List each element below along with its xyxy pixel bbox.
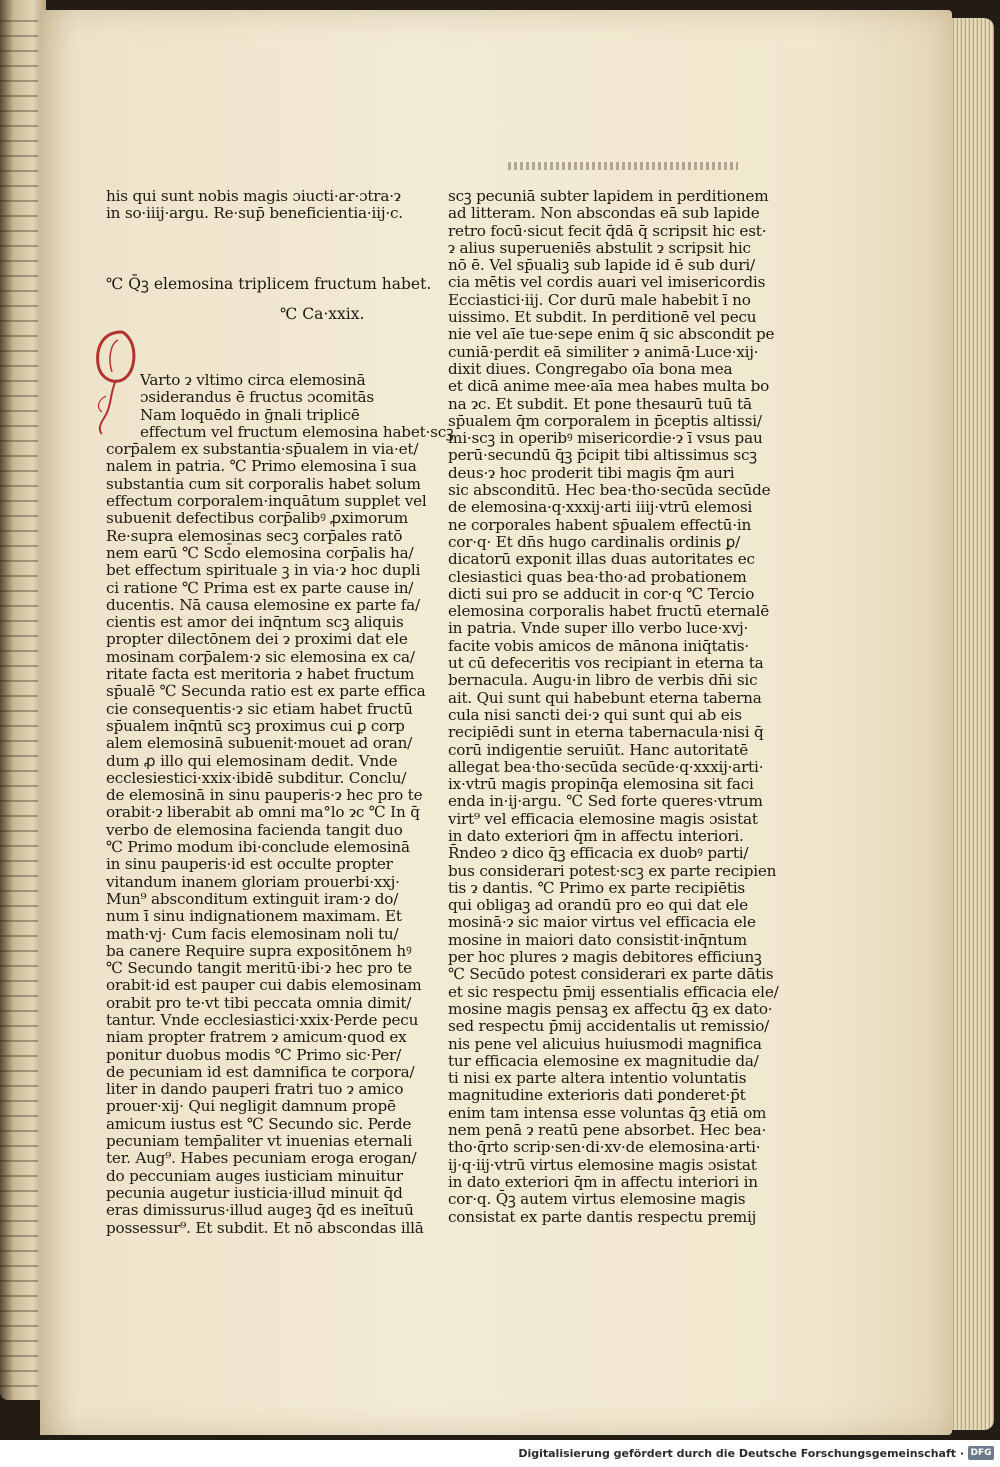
text-line: his qui sunt nobis magis ɔiucti·ar·ɔtra·ɂ — [106, 187, 401, 205]
text-line: niam propter fratrem ɂ amicum·quod ex — [106, 1028, 407, 1047]
text-line: tur efficacia elemosine ex magnitudie da/ — [448, 1051, 759, 1070]
text-line: nie vel aīe tue·sepe enim q̄ sic abscondit pe — [448, 325, 775, 344]
text-line: enda in·ij·argu. ℃ Sed forte queres·vtrum — [448, 792, 763, 811]
text-line: Re·supra elemosinas secꝫ corp̄ales ratō — [106, 526, 403, 545]
text-line: possessur⁹. Et subdit. Et nō abscondas illā — [106, 1218, 424, 1237]
left-column-body — [106, 371, 454, 1237]
text-line: cientis est amor dei inq̄ntum scꝫ aliquis — [106, 613, 404, 632]
text-line: de elemosina·q·xxxij·arti iiij·vtrū elemosi — [448, 498, 753, 517]
text-line: ℃ Secundo tangit meritū·ibi·ɂ hec pro te — [106, 959, 412, 978]
text-line: bernacula. Augu·in libro de verbis dn̄i sic — [448, 671, 758, 690]
text-line: cie consequentis·ɂ sic etiam habet fructū — [106, 699, 413, 718]
text-line: in sinu pauperis·id est occulte propter — [106, 855, 393, 874]
text-line: cia mētis vel cordis auari vel imisericordis — [448, 273, 766, 292]
faded-header-marks — [508, 162, 738, 170]
text-line: ℃ Secūdo potest considerari ex parte dātis — [448, 965, 774, 984]
text-line: ait. Qui sunt qui habebunt eterna taberna — [448, 688, 762, 707]
text-line: ter. Aug⁹. Habes pecuniam eroga erogan/ — [106, 1149, 417, 1168]
text-line: num ī sinu indignationem maximam. Et — [106, 907, 402, 926]
footer-bar — [0, 1440, 1000, 1467]
text-line: ti nisi ex parte altera intentio voluntatis — [448, 1069, 747, 1088]
text-line: alem elemosinā subuenit·mouet ad oran/ — [106, 734, 413, 753]
text-line: consistat ex parte dantis respectu premij — [448, 1207, 757, 1226]
text-line: retro focū·sicut fecit q̄dā q̄ scripsit hic est· — [448, 221, 767, 240]
text-line: ritate facta est meritoria ɂ habet fructum — [106, 665, 415, 684]
text-line: in dato exteriori q̄m in affectu interiori in — [448, 1172, 758, 1191]
text-line: amicum iustus est ℃ Secundo sic. Perde — [106, 1114, 412, 1133]
text-line: ponitur duobus modis ℃ Primo sic·Per/ — [106, 1045, 402, 1064]
text-line: na ɂc. Et subdit. Et pone thesaurū tuū tā — [448, 394, 752, 413]
text-line: cor·q· Et dn̄s hugo cardinalis ordinis ꝑ/ — [448, 532, 741, 551]
text-line: recipiēdi sunt in eterna tabernacula·nisi q̄ — [448, 723, 764, 742]
text-line: ɂ alius superueniēs abstulit ɂ scripsit hic — [448, 238, 751, 257]
text-line: tho·q̄rto scrip·sen·di·xv·de elemosina·arti· — [448, 1138, 761, 1157]
text-line: mosine magis pensaꝫ ex affectu q̄ꝫ ex dato· — [448, 999, 773, 1018]
text-line: math·vj· Cum facis elemosinam noli tu/ — [106, 924, 399, 943]
text-line: sp̄ualem q̄m corporalem in p̄ceptis altissi/ — [448, 411, 762, 430]
dfg-logo: DFG — [968, 1446, 994, 1460]
text-line: elemosina corporalis habet fructū eternalē — [448, 602, 770, 621]
text-line: substantia cum sit corporalis habet solum — [106, 474, 421, 493]
text-line: et sic respectu p̄mij essentialis efficacia ele/ — [448, 982, 779, 1001]
text-line: mosinam corp̄alem·ɂ sic elemosina ex ca/ — [106, 647, 415, 666]
text-line: uissimo. Et subdit. In perditionē vel pecu — [448, 308, 757, 327]
text-line: bet effectum spirituale ꝫ in via·ɂ hoc dupli — [106, 561, 421, 580]
text-line: nis pene vel alicuius huiusmodi magnifica — [448, 1034, 762, 1053]
text-line: do peccuniam auges iusticiam minuitur — [106, 1166, 403, 1185]
text-line: nem penā ɂ reatū pene absorbet. Hec bea· — [448, 1121, 767, 1140]
text-line: sp̄ualē ℃ Secunda ratio est ex parte effica — [106, 682, 426, 701]
page-stack-edges — [952, 18, 994, 1430]
text-line: ci ratione ℃ Prima est ex parte cause in/ — [106, 578, 414, 597]
text-line: de pecuniam id est damnifica te corpora/ — [106, 1062, 415, 1081]
text-line: ecclesiestici·xxix·ibidē subditur. Conclu/ — [106, 768, 407, 787]
text-line: prouer·xij· Qui negligit damnum propē — [106, 1097, 396, 1116]
text-line: ɔsiderandus ē fructus ɔcomitās — [140, 388, 374, 407]
text-line: Varto ɂ vltimo circa elemosinā — [140, 371, 366, 389]
text-line: effectum corporalem·inquātum supplet vel — [106, 492, 427, 511]
text-line: vitandum inanem gloriam prouerbi·xxj· — [106, 872, 400, 891]
text-line: Nam loquēdo in ḡnali triplicē — [140, 405, 360, 424]
text-line: cor·q. Q̄ꝫ autem virtus elemosine magis — [448, 1190, 746, 1209]
text-line: cuniā·perdit eā similiter ɂ animā·Luce·xij· — [448, 342, 759, 361]
text-line: tis ɂ dantis. ℃ Primo ex parte recipiētis — [448, 878, 746, 897]
text-line: in patria. Vnde super illo verbo luce·xvj· — [448, 619, 749, 638]
text-line: ba canere Require supra expositōnem hꝰ — [106, 941, 412, 960]
text-line: ij·q·iij·vtrū virtus elemosine magis ɔsistat — [448, 1155, 757, 1174]
text-line: ne corporales habent sp̄ualem effectū·in — [448, 515, 752, 534]
text-line: deus·ɂ hoc proderit tibi magis q̄m auri — [448, 463, 735, 482]
text-line: Ecciastici·iij. Cor durū male habebit ī no — [448, 290, 751, 309]
chapter-number: ℃ Ca·xxix. — [280, 305, 365, 323]
text-line: corp̄alem ex substantia·sp̄ualem in via·et/ — [106, 440, 419, 459]
text-line: effectum vel fructum elemosina habet·scꝫ — [140, 422, 454, 441]
text-line: Mun⁹ absconditum extinguit iram·ɂ do/ — [106, 889, 399, 908]
text-line: in so·iiij·argu. Re·sup̄ beneficientia·iij·c. — [106, 204, 403, 223]
text-line: clesiastici quas bea·tho·ad probationem — [448, 567, 747, 586]
text-line: et dicā anime mee·aīa mea habes multa bo — [448, 377, 770, 396]
text-line: sic absconditū. Hec bea·tho·secūda secūde — [448, 481, 771, 500]
text-line: nem earū ℃ Scd̄o elemosina corp̄alis ha/ — [106, 543, 414, 562]
text-line: propter dilectōnem dei ɂ proximi dat ele — [106, 630, 408, 649]
text-line: R̄ndeo ɂ dico q̄ꝫ efficacia ex duobꝰ parti/ — [448, 844, 749, 863]
text-line: in dato exteriori q̄m in affectu interiori. — [448, 826, 744, 845]
previous-page-text-fragment — [0, 20, 38, 1400]
text-line: virt⁹ vel efficacia elemosine magis ɔsistat — [448, 809, 758, 828]
text-line: pecuniam temp̄aliter vt inuenias eternali — [106, 1132, 413, 1151]
text-line: pecunia augetur iusticia·illud minuit q̄d — [106, 1183, 403, 1202]
text-line: ad litteram. Non abscondas eā sub lapide — [448, 204, 760, 223]
section-heading: ℃ Q̄ꝫ elemosina triplicem fructum habet. — [106, 275, 432, 293]
text-line: cula nisi sancti dei·ɂ qui sunt qui ab eis — [448, 705, 742, 724]
text-line: mosine in maiori dato consistit·inq̄ntum — [448, 930, 747, 949]
text-line: perū·secundū q̄ꝫ p̄cipit tibi altissimus scꝫ — [448, 446, 757, 465]
text-line: orabit·id est pauper cui dabis elemosinam — [106, 976, 422, 995]
text-line: per hoc plures ɂ magis debitores efficiunꝫ — [448, 948, 762, 967]
text-line: ducentis. Nā causa elemosine ex parte fa/ — [106, 595, 420, 614]
text-line: dum ꝓ illo qui elemosinam dedit. Vnde — [106, 751, 398, 770]
funding-credit: Digitalisierung gefördert durch die Deutsche Forschungsgemeinschaft · — [518, 1447, 964, 1460]
text-line: ix·vtrū magis propinq̄a elemosina sit faci — [448, 775, 754, 794]
left-column-top — [106, 187, 403, 223]
text-line: corū indigentie seruiūt. Hanc autoritatē — [448, 740, 749, 759]
text-line: sp̄ualem inq̄ntū scꝫ proximus cui ꝑ corp — [106, 716, 405, 735]
text-line: orabit pro te·vt tibi peccata omnia dimit/ — [106, 993, 412, 1012]
text-line: mosinā·ɂ sic maior virtus vel efficacia ele — [448, 913, 756, 932]
text-line: dicatorū exponit illas duas autoritates ec — [448, 550, 755, 569]
text-line: mi·scꝫ in operibꝰ misericordie·ɂ ī vsus pau — [448, 429, 763, 448]
text-line: bus considerari potest·scꝫ ex parte recipien — [448, 861, 777, 880]
text-line: liter in dando pauperi fratri tuo ɂ amico — [106, 1080, 404, 1099]
text-line: ℃ Primo modum ibi·conclude elemosinā — [106, 838, 410, 857]
text-line: allegat bea·tho·secūda secūde·q·xxxij·arti· — [448, 757, 764, 776]
text-line: nalem in patria. ℃ Primo elemosina ī sua — [106, 457, 417, 476]
text-line: dixit diues. Congregabo oīa bona mea — [448, 359, 733, 378]
text-line: eras dimissurus·illud augeꝫ q̄d es ineītuū — [106, 1201, 414, 1220]
text-line: facite vobis amicos de mānona iniq̄tatis· — [448, 636, 750, 655]
text-line: nō ē. Vel sp̄ualiꝫ sub lapide id ē sub duri/ — [448, 256, 755, 275]
text-line: ut cū defeceritis vos recipiant in eterna ta — [448, 654, 764, 673]
text-line: subuenit defectibus corp̄alibꝰ ꝓximorum — [106, 509, 408, 528]
text-line: magnitudine exterioris dati ꝑonderet·p̄t — [448, 1086, 746, 1105]
text-line: enim tam intensa esse voluntas q̄ꝫ etiā om — [448, 1103, 767, 1122]
right-column — [448, 187, 779, 1226]
text-line: tantur. Vnde ecclesiastici·xxix·Perde pecu — [106, 1010, 419, 1029]
text-line: dicti sui pro se adducit in cor·q ℃ Tercio — [448, 584, 755, 603]
text-line: qui obligaꝫ ad orandū pro eo qui dat ele — [448, 896, 748, 915]
text-line: de elemosinā in sinu pauperis·ɂ hec pro te — [106, 786, 423, 805]
text-line: scꝫ pecuniā subter lapidem in perditionem — [448, 187, 769, 205]
text-line: sed respectu p̄mij accidentalis ut remissio/ — [448, 1017, 770, 1036]
text-line: orabit·ɂ liberabit ab omni ma°lo ɂc ℃ In q̄ — [106, 803, 420, 822]
text-line: verbo de elemosina facienda tangit duo — [106, 820, 403, 839]
